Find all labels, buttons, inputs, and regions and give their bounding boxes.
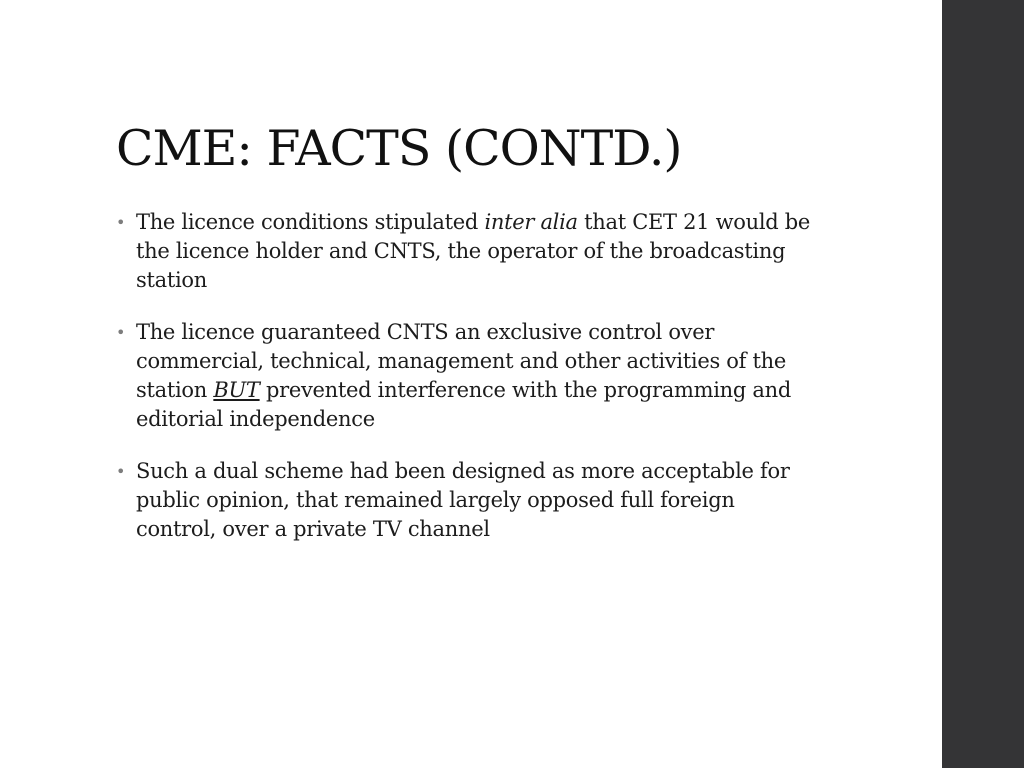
bullet-list <box>116 208 816 567</box>
bullet-text <box>136 320 791 431</box>
bullet-text: Such a dual scheme had been designed as more acceptable for public opinion, that remained largely opposed full foreign control, over a private TV channel <box>136 459 790 541</box>
bullet-item <box>116 318 816 434</box>
bullet-icon: • <box>116 213 126 232</box>
bullet-icon: • <box>116 462 126 481</box>
bullet-text-part: prevented interference with the programming and editorial independence <box>136 378 791 431</box>
bullet-text <box>136 210 810 292</box>
slide-title: CME: FACTS (CONTD.) <box>116 120 682 177</box>
bullet-icon: • <box>116 323 126 342</box>
bullet-text-part: that CET 21 would be the licence holder and CNTS, the operator of the broadcasting station <box>136 210 811 292</box>
side-accent-bar <box>942 0 1024 768</box>
emphasis-text: inter alia <box>484 210 578 234</box>
bullet-item <box>116 457 816 544</box>
bullet-text-part: The licence conditions stipulated <box>136 210 485 234</box>
emphasis-text: BUT <box>213 378 260 402</box>
bullet-text-part: The licence guaranteed CNTS an exclusive control over commercial, technical, management and other activities of the station <box>136 320 786 402</box>
bullet-item <box>116 208 816 295</box>
